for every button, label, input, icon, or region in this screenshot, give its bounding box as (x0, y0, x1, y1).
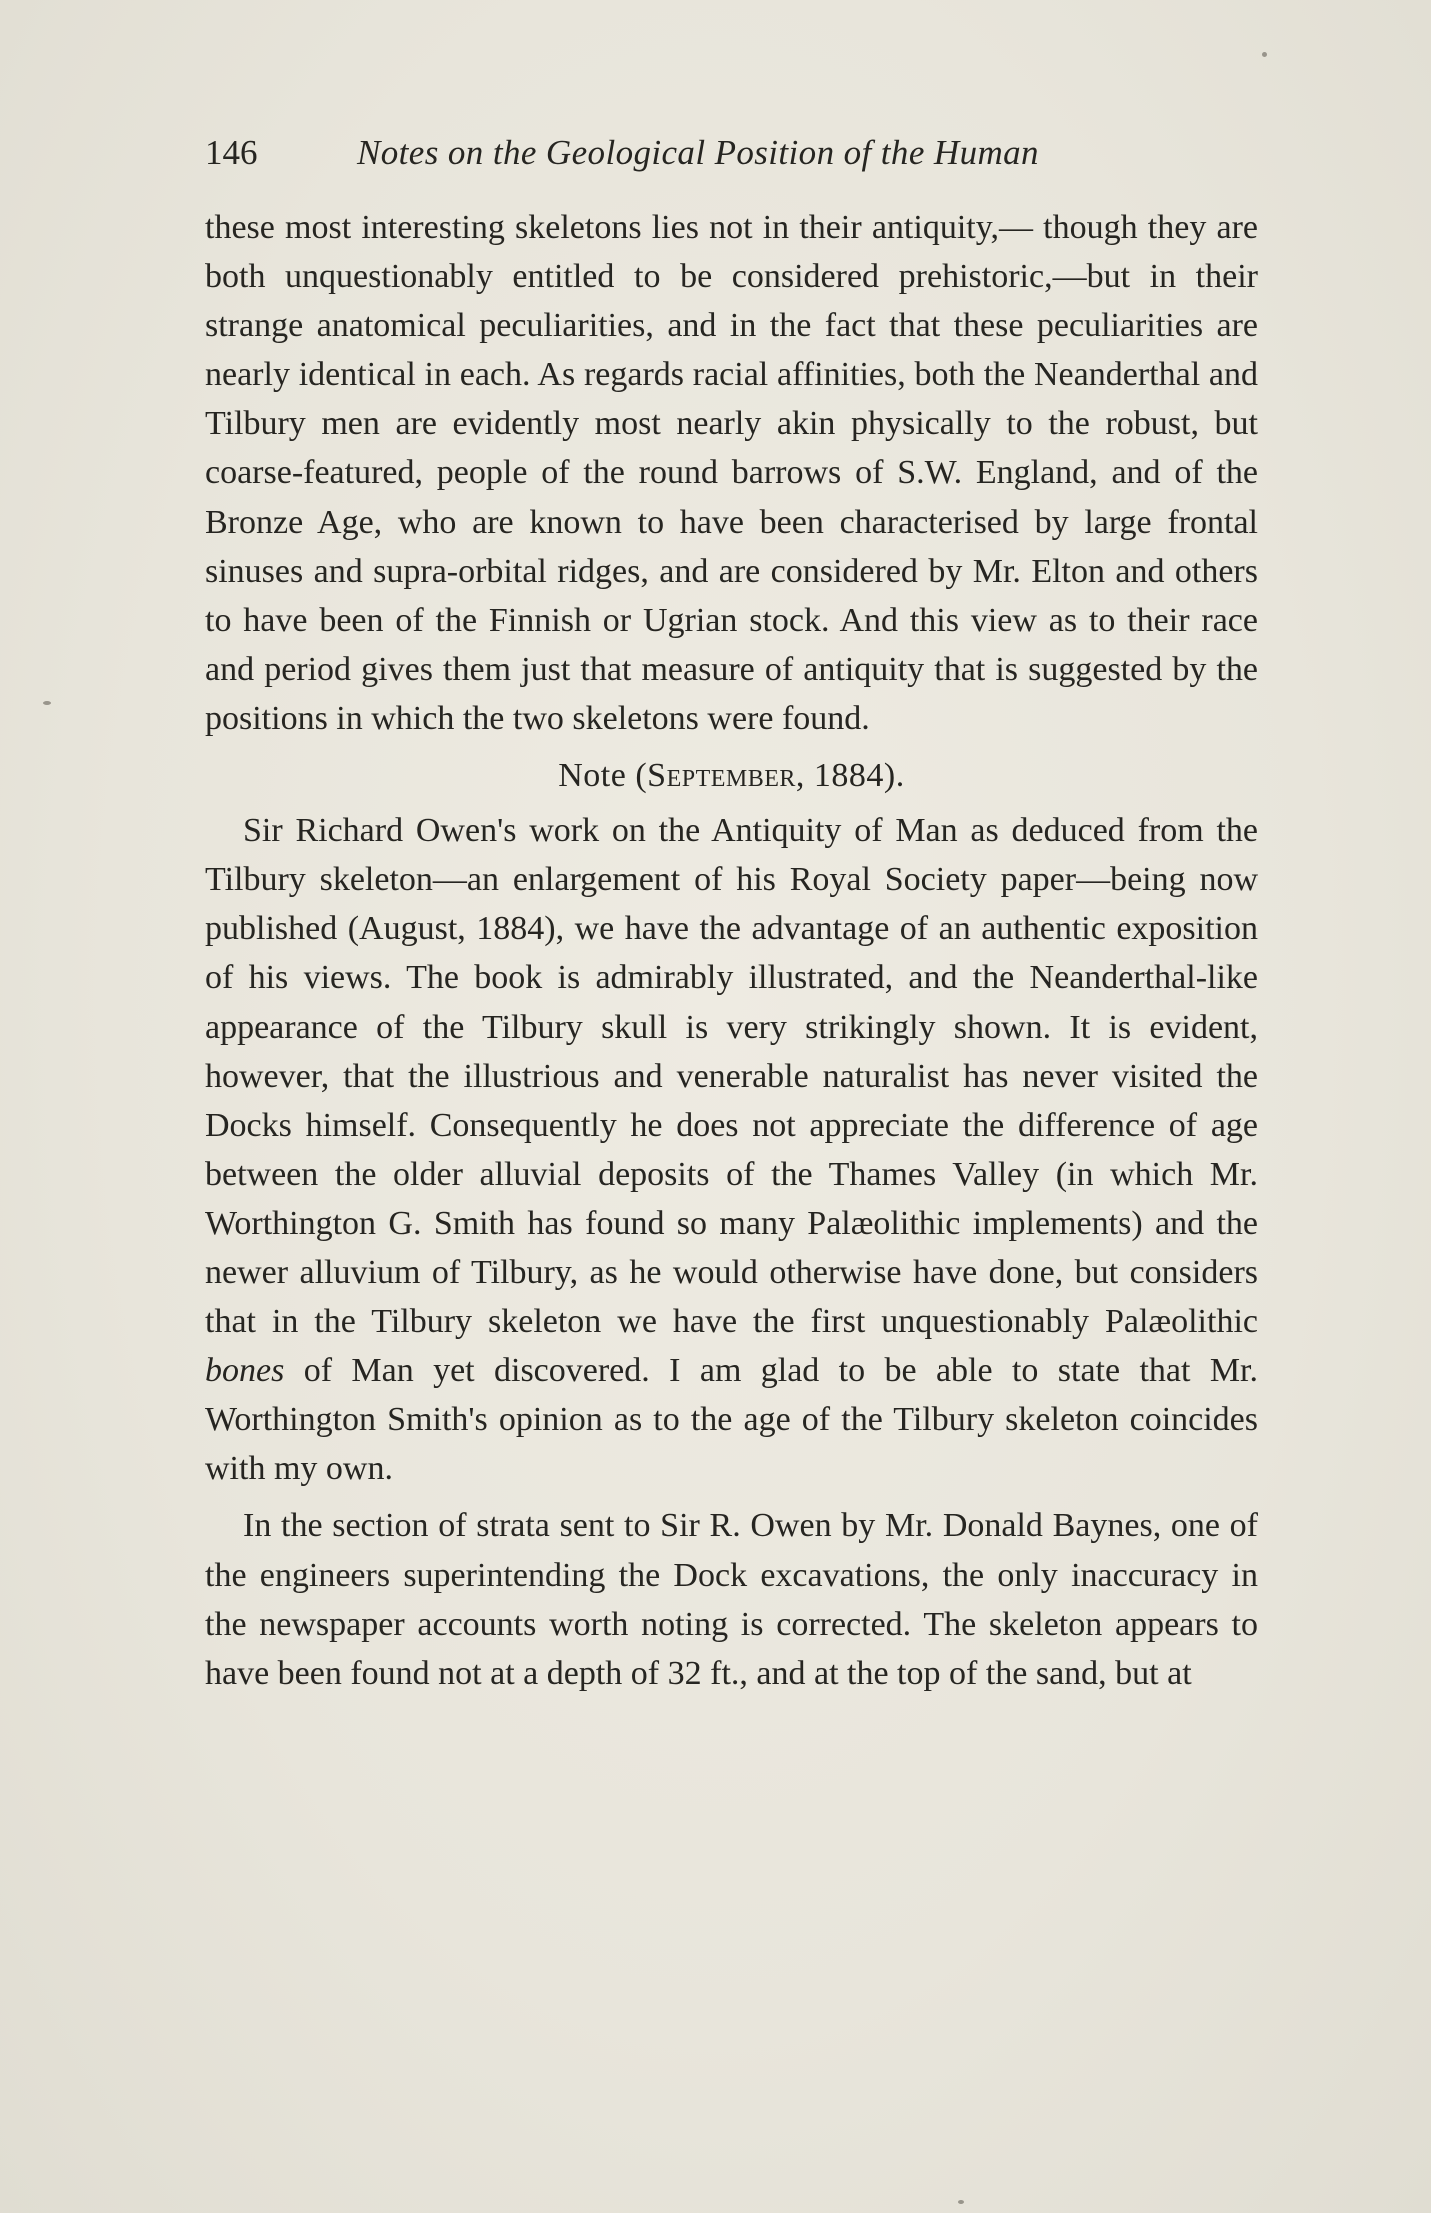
body-text (205, 203, 1258, 1698)
paper-speck (43, 701, 51, 705)
page-header (205, 128, 1255, 178)
paper-speck (958, 2200, 964, 2204)
paragraph-2 (205, 806, 1258, 1493)
page-number: 146 (205, 133, 258, 172)
note-heading-suffix: , 1884). (795, 757, 905, 795)
paragraph-3: In the section of strata sent to Sir R. Owen by Mr. Donald Baynes, one of the engineers superintending the Dock excavations, the only inaccuracy in the newspaper accounts worth noting is corrected. The skeleton appears to have been found not at a depth of 32 ft., and at the top of the sand, but at (205, 1507, 1258, 1692)
paragraph-2-text-a: Sir Richard Owen's work on the Antiquity of Man as deduced from the Tilbury skeleton—an enlargement of his Royal Society paper—being now published (August, 1884), we have the advantage of an authentic exposition of his views. The book is admirably illustrated, and the Neanderthal-like appearance of the Tilbury skull is very strikingly shown. It is evident, however, that the illustrious and venerable naturalist has never visited the Docks himself. Consequently he does not appreciate the difference of age between the older alluvial deposits of the Thames Valley (in which Mr. Worthington G. Smith has found so many Palæolithic implements) and the newer alluvium of Tilbury, as he would otherwise have done, but considers that in the Tilbury skeleton we have the first unquestionably Palæolithic (205, 812, 1258, 1341)
note-heading-month: September (647, 757, 796, 795)
paragraph-2-text-b: of Man yet discovered. I am glad to be able to state that Mr. Worthington Smith's opinion as to the age of the Tilbury skeleton coincides with my own. (205, 1352, 1258, 1488)
note-heading-prefix: Note ( (558, 757, 648, 795)
paragraph-1: these most interesting skeletons lies not in their antiquity,— though they are both unquestionably entitled to be considered prehistoric,—but in their strange anatomical peculiarities, and in the fact that these peculiarities are nearly identical in each. As regards racial affinities, both the Neanderthal and Tilbury men are evidently most nearly akin physically to the robust, but coarse-featured, people of the round barrows of S.W. England, and of the Bronze Age, who are known to have been characterised by large frontal sinuses and supra-orbital ridges, and are considered by Mr. Elton and others to have been of the Finnish or Ugrian stock. And this view as to their race and period gives them just that measure of antiquity that is suggested by the positions in which the two skeletons were found. (205, 209, 1258, 737)
paragraph-2-italic: bones (205, 1352, 285, 1390)
note-heading (205, 751, 1258, 800)
paper-speck (1262, 52, 1267, 57)
paragraph-gap (205, 1493, 1258, 1501)
running-title: Notes on the Geological Position of the Human (357, 133, 1039, 172)
